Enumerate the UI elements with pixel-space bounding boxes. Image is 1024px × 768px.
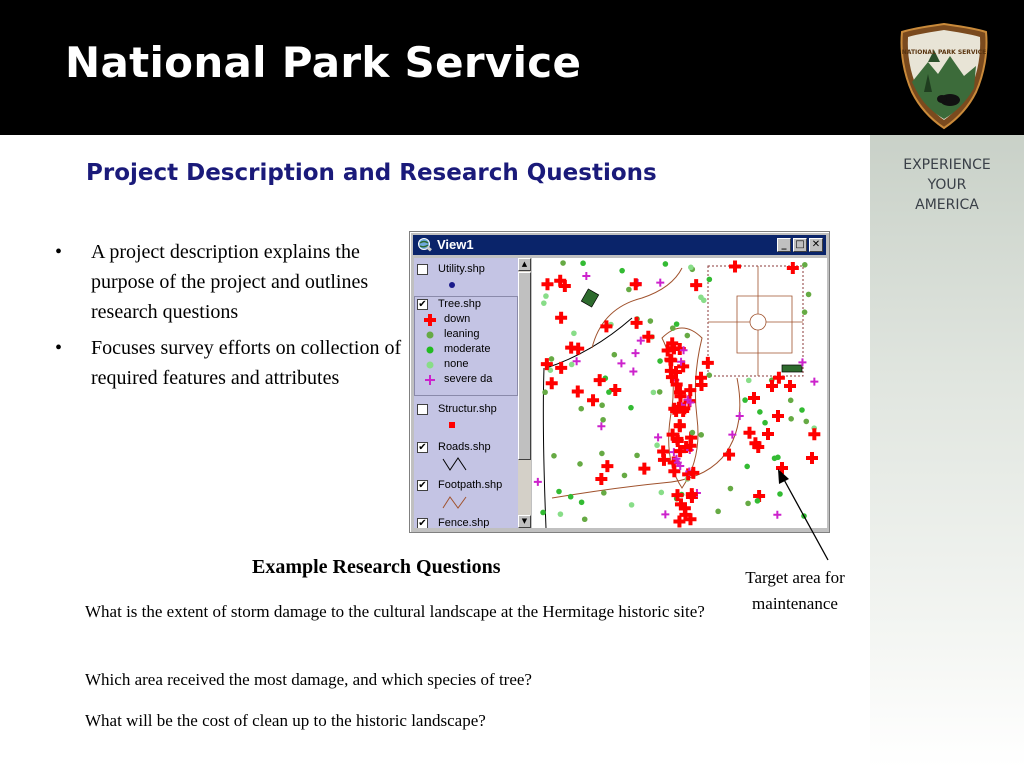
tree-leaning-marker xyxy=(685,333,691,339)
tree-none-marker xyxy=(746,378,752,384)
tree-severe-marker xyxy=(629,367,637,375)
globe-icon xyxy=(417,237,433,253)
tree-leaning-marker xyxy=(706,372,712,378)
tagline-line: EXPERIENCE xyxy=(903,157,991,173)
plus-icon xyxy=(424,374,436,386)
tree-severe-marker xyxy=(656,279,664,287)
tree-down-marker xyxy=(546,377,558,389)
tree-down-marker xyxy=(748,392,760,404)
tree-leaning-marker xyxy=(634,453,640,459)
red-cross-icon xyxy=(424,314,436,326)
tree-leaning-marker xyxy=(577,461,583,467)
tree-severe-marker xyxy=(728,431,736,439)
tree-down-marker xyxy=(723,449,735,461)
side-panel xyxy=(870,135,1024,768)
tree-severe-marker xyxy=(582,272,590,280)
tree-down-marker xyxy=(808,428,820,440)
tree-moderate-marker xyxy=(628,405,634,411)
tree-severe-marker xyxy=(736,412,744,420)
tree-leaning-marker xyxy=(803,419,809,425)
tree-none-marker xyxy=(701,297,707,303)
layer-checkbox[interactable]: ✔ xyxy=(418,299,427,310)
layer-name: Footpath.shp xyxy=(438,479,503,491)
legend-label: leaning xyxy=(444,328,480,340)
tree-severe-marker xyxy=(661,510,669,518)
tree-none-marker xyxy=(543,293,549,299)
layer-name: Tree.shp xyxy=(438,298,482,310)
tree-down-marker xyxy=(595,473,607,485)
tree-moderate-marker xyxy=(742,397,748,403)
tree-severe-marker xyxy=(534,478,542,486)
toc-scrollbar[interactable] xyxy=(518,258,531,528)
tree-leaning-marker xyxy=(560,260,566,266)
tree-down-marker xyxy=(674,419,686,431)
minimize-button[interactable]: _ xyxy=(777,238,791,252)
tree-down-marker xyxy=(631,317,643,329)
nps-arrowhead-logo xyxy=(898,22,990,130)
bullet-text: Focuses survey efforts on collection of required features and attributes xyxy=(91,337,402,389)
legend-label: moderate xyxy=(444,343,491,355)
tree-none-marker xyxy=(651,390,657,396)
dot-icon xyxy=(424,344,436,356)
zigzag-line-icon xyxy=(442,456,468,472)
tree-none-marker xyxy=(688,265,694,271)
tree-leaning-marker xyxy=(612,352,618,358)
tree-moderate-marker xyxy=(757,409,763,415)
tree-down-marker xyxy=(638,463,650,475)
tree-down-marker xyxy=(572,385,584,397)
header-title: National Park Service xyxy=(65,38,582,87)
scroll-thumb[interactable] xyxy=(518,272,531,460)
tree-leaning-marker xyxy=(802,309,808,315)
layer-footpath[interactable] xyxy=(414,478,518,512)
legend-label: none xyxy=(444,358,469,370)
zigzag-line-icon xyxy=(442,494,468,510)
research-heading: Example Research Questions xyxy=(252,556,501,578)
fence-boundary xyxy=(708,266,803,376)
tree-down-marker xyxy=(541,278,553,290)
research-question: What will be the cost of clean up to the historic landscape? xyxy=(85,711,486,730)
tree-moderate-marker xyxy=(556,489,562,495)
layer-name: Utility.shp xyxy=(438,263,485,275)
tree-down-marker xyxy=(695,379,707,391)
target-area-label: Target area for maintenance xyxy=(745,568,845,613)
legend-label: down xyxy=(444,313,471,325)
tree-moderate-marker xyxy=(568,494,574,500)
tree-leaning-marker xyxy=(648,318,654,324)
tree-leaning-marker xyxy=(745,501,751,507)
tree-down-marker xyxy=(762,428,774,440)
layer-checkbox[interactable]: ✔ xyxy=(418,518,427,528)
layer-utility[interactable] xyxy=(414,262,518,292)
legend-label: severe da xyxy=(444,373,493,385)
bullet-item xyxy=(55,333,405,393)
tree-leaning-marker xyxy=(600,417,606,423)
tree-moderate-marker xyxy=(744,464,750,470)
tree-none-marker xyxy=(558,511,564,517)
tree-leaning-marker xyxy=(578,406,584,412)
tree-none-marker xyxy=(571,330,577,336)
scroll-down-button[interactable]: ▼ xyxy=(518,515,531,528)
tree-severe-marker xyxy=(810,378,818,386)
window-titlebar[interactable] xyxy=(413,235,826,255)
tree-down-marker xyxy=(609,384,621,396)
tree-moderate-marker xyxy=(657,358,663,364)
tagline-line: YOUR xyxy=(927,177,967,193)
tree-moderate-marker xyxy=(707,277,713,283)
roads xyxy=(543,318,632,528)
tree-down-marker xyxy=(729,260,741,272)
tree-down-marker xyxy=(743,427,755,439)
layer-name: Fence.shp xyxy=(438,517,490,528)
dot-icon xyxy=(424,359,436,371)
layer-checkbox[interactable]: ✔ xyxy=(418,480,427,491)
tree-severe-marker xyxy=(617,359,625,367)
tree-moderate-marker xyxy=(663,261,669,267)
tree-severe-marker xyxy=(654,433,662,441)
utility-dot-icon xyxy=(448,281,456,289)
pointer-arrow xyxy=(760,460,840,565)
tagline-line: AMERICA xyxy=(915,197,979,213)
tree-moderate-marker xyxy=(580,260,586,266)
close-button[interactable]: ✕ xyxy=(809,238,823,252)
tree-moderate-marker xyxy=(579,499,585,505)
bullet-marker: • xyxy=(55,337,63,359)
layer-roads[interactable] xyxy=(414,440,518,474)
tree-leaning-marker xyxy=(542,389,548,395)
tree-leaning-marker xyxy=(715,509,721,515)
tree-leaning-marker xyxy=(599,451,605,457)
tree-down-marker xyxy=(668,465,680,477)
tree-down-marker xyxy=(766,380,778,392)
tree-leaning-marker xyxy=(806,292,812,298)
tree-leaning-marker xyxy=(599,402,605,408)
tree-leaning-marker xyxy=(551,453,557,459)
bullet-marker: • xyxy=(55,241,63,263)
tree-none-marker xyxy=(659,490,665,496)
layer-tree[interactable] xyxy=(414,296,518,396)
tree-moderate-marker xyxy=(619,268,625,274)
tree-leaning-marker xyxy=(698,432,704,438)
layer-checkbox[interactable]: ✔ xyxy=(418,442,427,453)
tree-down-marker xyxy=(690,279,702,291)
tree-down-marker xyxy=(784,380,796,392)
tree-moderate-marker xyxy=(762,420,768,426)
layer-checkbox[interactable] xyxy=(417,404,428,415)
research-question: Which area received the most damage, and which species of tree? xyxy=(85,670,532,689)
bullet-list xyxy=(55,237,405,399)
research-question: What is the extent of storm damage to the cultural landscape at the Hermitage historic site? xyxy=(85,602,705,621)
table-of-contents[interactable] xyxy=(414,258,518,528)
layer-checkbox[interactable] xyxy=(417,264,428,275)
logo-text: NATIONAL PARK SERVICE xyxy=(901,49,987,56)
tree-leaning-marker xyxy=(802,262,808,268)
bullet-item xyxy=(55,237,405,327)
tree-down-marker xyxy=(587,394,599,406)
tree-leaning-marker xyxy=(788,416,794,422)
tree-moderate-marker xyxy=(606,389,612,395)
dot-icon xyxy=(424,329,436,341)
tree-none-marker xyxy=(629,502,635,508)
red-square-icon xyxy=(448,421,456,429)
tree-leaning-marker xyxy=(788,398,794,404)
tagline xyxy=(870,155,1024,215)
layer-structur[interactable] xyxy=(414,402,518,432)
header-bar xyxy=(0,0,1024,135)
tree-leaning-marker xyxy=(601,490,607,496)
tree-leaning-marker xyxy=(582,516,588,522)
tree-severe-marker xyxy=(597,422,605,430)
bullet-text: A project description explains the purpose of the project and outlines research questions xyxy=(91,241,369,323)
tree-down-marker xyxy=(773,372,785,384)
tree-none-marker xyxy=(569,362,575,368)
tree-down-marker xyxy=(772,410,784,422)
tree-down-marker xyxy=(630,278,642,290)
tree-leaning-marker xyxy=(657,389,663,395)
tree-leaning-marker xyxy=(626,287,632,293)
layer-name: Roads.shp xyxy=(438,441,491,453)
slide-title: Project Description and Research Questions xyxy=(86,160,657,186)
tree-leaning-marker xyxy=(728,486,734,492)
maximize-button[interactable]: □ xyxy=(793,238,807,252)
tree-down-marker xyxy=(555,312,567,324)
tree-none-marker xyxy=(541,300,547,306)
tree-none-marker xyxy=(654,442,660,448)
tree-severe-marker xyxy=(632,349,640,357)
tree-down-marker xyxy=(787,262,799,274)
tree-leaning-marker xyxy=(670,325,676,331)
layer-fence[interactable] xyxy=(414,516,518,528)
tree-down-marker xyxy=(702,357,714,369)
tree-leaning-marker xyxy=(549,356,555,362)
tree-down-marker xyxy=(601,460,613,472)
tree-moderate-marker xyxy=(540,510,546,516)
tree-leaning-marker xyxy=(690,430,696,436)
tree-moderate-marker xyxy=(674,321,680,327)
window-title: View1 xyxy=(437,237,474,252)
scroll-up-button[interactable]: ▲ xyxy=(518,258,531,271)
tree-moderate-marker xyxy=(799,407,805,413)
tree-leaning-marker xyxy=(622,473,628,479)
layer-name: Structur.shp xyxy=(438,403,497,415)
